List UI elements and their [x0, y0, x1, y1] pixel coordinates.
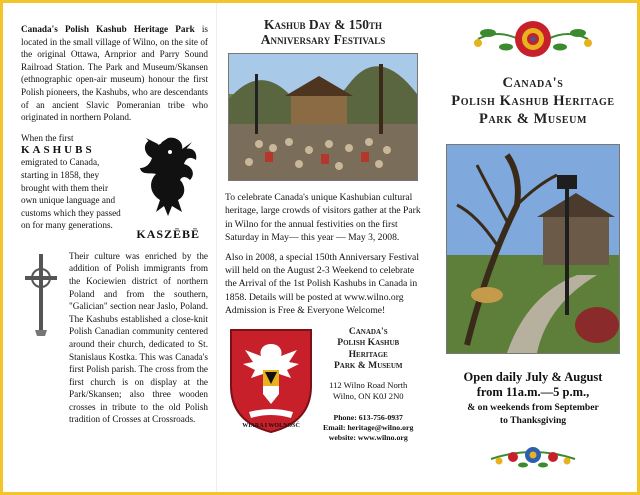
kashubian-cross-icon	[21, 250, 61, 340]
festival-paragraph-2: Also in 2008, a special 150th Anniversary Festival will held on the August 2-3 Weekend to celebrate the Arrival of the 1st Polish Kashubs in Canada in 1858. Details will be posted at www.wilno.org Admission is Free & Everyone Welcome!	[225, 251, 419, 317]
address	[323, 380, 413, 403]
kashub-text-block	[21, 132, 124, 242]
contact-text	[323, 326, 413, 443]
shield-motto: WIARA I WOLNOŚĆ	[242, 422, 300, 429]
culture-section	[21, 250, 208, 426]
org-name-2: Polish Kashub	[337, 337, 400, 349]
culture-text: Their culture was enriched by the addition of Polish immigrants from the Kociewien district of northern Poland and from the southern, "Galician" section near Jaslo, Poland. The Kashubs established a close-knit Polish Canadian community centered around their church, dedicated to St. Stanislaus Kostka. This was Canada's first Polish parish. The cross from the first church is on display at the Park/Skansen; also three wooden crosses in tribute to the old Polish tradition of Crosses at Crossroads.	[69, 250, 208, 425]
park-title-line1: Canada's	[502, 75, 564, 91]
park-scene-image	[447, 145, 619, 353]
left-panel	[3, 3, 216, 492]
festival-heading-line2: Anniversary Festivals	[260, 32, 386, 47]
festival-paragraph-1: To celebrate Canada's unique Kashubian cultural heritage, large crowds of visitors gather at the Park in Wilno for the annual festivities on the first Saturday in May— this year — May 3, 2008.	[225, 192, 421, 244]
middle-panel	[216, 3, 429, 492]
intro-bold: Canada's Polish Kashub Heritage Park	[21, 24, 195, 34]
folk-flower-ornament-icon	[468, 15, 598, 61]
park-photo	[446, 144, 620, 354]
contact-details	[323, 413, 413, 443]
email-address: Email: heritage@wilno.org	[323, 422, 414, 432]
park-title-line3: Park & Museum	[478, 111, 587, 127]
when-line: When the first	[21, 132, 74, 143]
folk-flower-border-icon	[485, 441, 581, 471]
polish-eagle-shield-icon	[225, 326, 317, 436]
hours-line-2: from 11a.m.—5 p.m.,	[476, 385, 590, 399]
festival-scene-image	[229, 54, 417, 180]
website-address: website: www.wilno.org	[328, 432, 408, 442]
intro-paragraph	[21, 23, 208, 124]
intro-text: is located in the small village of Wilno, on the site of the original Ottawa, Arnprior and Parry Sound Railroad Station. The Park and Museum/Skansen (ethnographic open-air museum) honour the first Polish pioneers, the Kashubs, who are descendants of an ancient Slavic Pomeranian tribe who originated in northern Poland.	[21, 24, 208, 123]
hours-line-1: Open daily July & August	[463, 370, 603, 384]
org-name-3: Heritage	[348, 348, 388, 360]
contact-section	[225, 326, 421, 443]
griffin-emblem-icon	[132, 132, 204, 222]
festival-heading-line1: Kashub Day & 150th	[263, 17, 383, 32]
hours-line-4: to Thanksgiving	[499, 414, 567, 426]
cross-block	[21, 250, 65, 426]
hours-line-3: & on weekends from September	[467, 402, 599, 413]
org-name-4: Park & Museum	[333, 360, 403, 372]
org-name	[323, 326, 413, 372]
park-title	[437, 74, 629, 128]
festival-heading	[225, 17, 421, 47]
phone-number: Phone: 613-756-0937	[333, 412, 403, 422]
top-ornament	[437, 15, 629, 66]
kashubs-label: KASHUBS	[21, 144, 95, 157]
bottom-ornament	[437, 441, 629, 476]
griffin-block	[128, 132, 208, 242]
shield-block	[225, 326, 317, 443]
festival-photo	[228, 53, 418, 181]
right-panel	[429, 3, 637, 492]
park-title-line2: Polish Kashub Heritage	[451, 93, 615, 109]
kashub-text: emigrated to Canada, starting in 1858, they brought with them their own unique language and customs which they passed on for many generations.	[21, 157, 121, 231]
address-line-2: Wilno, ON K0J 2N0	[332, 391, 404, 402]
kaszebe-caption: KASZËBË	[136, 226, 201, 241]
hours-section	[437, 370, 629, 427]
org-name-1: Canada's	[348, 325, 388, 337]
address-line-1: 112 Wilno Road North	[329, 379, 408, 390]
kashub-section	[21, 132, 208, 242]
